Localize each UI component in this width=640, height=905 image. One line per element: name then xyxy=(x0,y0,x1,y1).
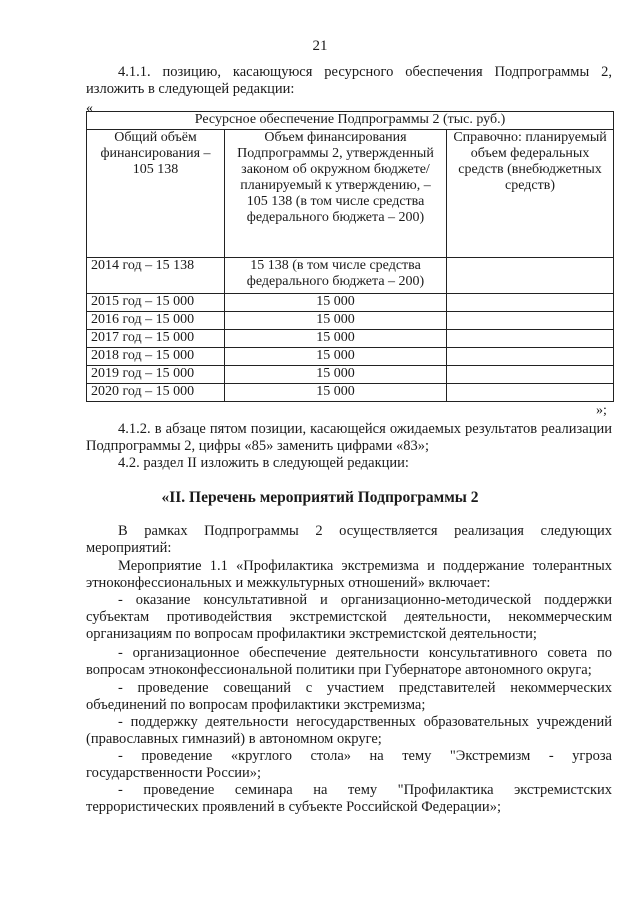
list-item: - поддержку деятельности негосударственных образовательных учреждений (православных гимназий) в автономном округе; xyxy=(86,714,612,747)
table-row xyxy=(87,330,614,348)
reference-cell xyxy=(447,348,614,366)
year-cell: 2014 год – 15 138 xyxy=(87,258,225,294)
paragraph-measure-1-1: Мероприятие 1.1 «Профилактика экстремизма и поддержание толерантных этноконфессиональных и межкультурных отношений» включает: xyxy=(86,558,612,591)
amount-cell: 15 000 xyxy=(225,366,447,384)
reference-cell xyxy=(447,258,614,294)
quote-open-mark: « xyxy=(86,101,93,116)
page-number: 21 xyxy=(312,38,328,54)
quote-close-mark: »; xyxy=(596,403,607,418)
reference-cell xyxy=(447,294,614,312)
year-cell: 2017 год – 15 000 xyxy=(87,330,225,348)
amount-cell: 15 000 xyxy=(225,330,447,348)
list-item: - проведение совещаний с участием представителей некоммерческих объединений по вопросам профилактики экстремизма; xyxy=(86,680,612,713)
paragraph-4-1-1: 4.1.1. позицию, касающуюся ресурсного обеспечения Подпрограммы 2, изложить в следующей редакции: xyxy=(86,64,612,97)
amount-cell: 15 000 xyxy=(225,348,447,366)
paragraph-4-2: 4.2. раздел II изложить в следующей редакции: xyxy=(118,455,409,471)
header-federal-reference: Справочно: планируемый объем федеральных средств (внебюджетных средств) xyxy=(447,130,614,258)
paragraph-intro: В рамках Подпрограммы 2 осуществляется реализация следующих мероприятий: xyxy=(86,523,612,556)
year-cell: 2018 год – 15 000 xyxy=(87,348,225,366)
table-row xyxy=(87,366,614,384)
amount-cell: 15 000 xyxy=(225,384,447,402)
header-approved-funding: Объем финансирования Подпрограммы 2, утвержденный законом об окружном бюджете/планируемый к утверждению, – 105 138 (в том числе средства федерального бюджета – 200) xyxy=(225,130,447,258)
amount-cell: 15 138 (в том числе средства федерального бюджета – 200) xyxy=(225,258,447,294)
table-row xyxy=(87,312,614,330)
section-title: «II. Перечень мероприятий Подпрограммы 2 xyxy=(161,489,479,506)
year-cell: 2015 год – 15 000 xyxy=(87,294,225,312)
year-cell: 2019 год – 15 000 xyxy=(87,366,225,384)
list-item: - оказание консультативной и организационно-методической поддержки субъектам противодействия экстремистской деятельности, некоммерческим организациям по вопросам профилактики экстремистской деятельности; xyxy=(86,592,612,642)
reference-cell xyxy=(447,330,614,348)
reference-cell xyxy=(447,312,614,330)
year-cell: 2016 год – 15 000 xyxy=(87,312,225,330)
amount-cell: 15 000 xyxy=(225,294,447,312)
paragraph-4-1-2: 4.1.2. в абзаце пятом позиции, касающейся ожидаемых результатов реализации Подпрограммы 2, цифры «85» заменить цифрами «83»; xyxy=(86,421,612,454)
resource-table xyxy=(86,111,614,402)
list-item: - проведение «круглого стола» на тему "Экстремизм - угроза государственности России»; xyxy=(86,748,612,781)
amount-cell: 15 000 xyxy=(225,312,447,330)
list-item: - проведение семинара на тему "Профилактика экстремистских террористических проявлений в субъекте Российской Федерации»; xyxy=(86,782,612,815)
year-cell: 2020 год – 15 000 xyxy=(87,384,225,402)
table-row xyxy=(87,348,614,366)
table-row xyxy=(87,294,614,312)
table-row xyxy=(87,258,614,294)
reference-cell xyxy=(447,366,614,384)
table-title: Ресурсное обеспечение Подпрограммы 2 (тыс. руб.) xyxy=(87,112,614,130)
header-total-funding: Общий объём финансирования – 105 138 xyxy=(87,130,225,258)
table-row xyxy=(87,384,614,402)
reference-cell xyxy=(447,384,614,402)
table-header-row xyxy=(87,130,614,258)
list-item: - организационное обеспечение деятельности консультативного совета по вопросам этноконфессиональной политики при Губернаторе автономного округа; xyxy=(86,645,612,678)
table-title-row xyxy=(87,112,614,130)
